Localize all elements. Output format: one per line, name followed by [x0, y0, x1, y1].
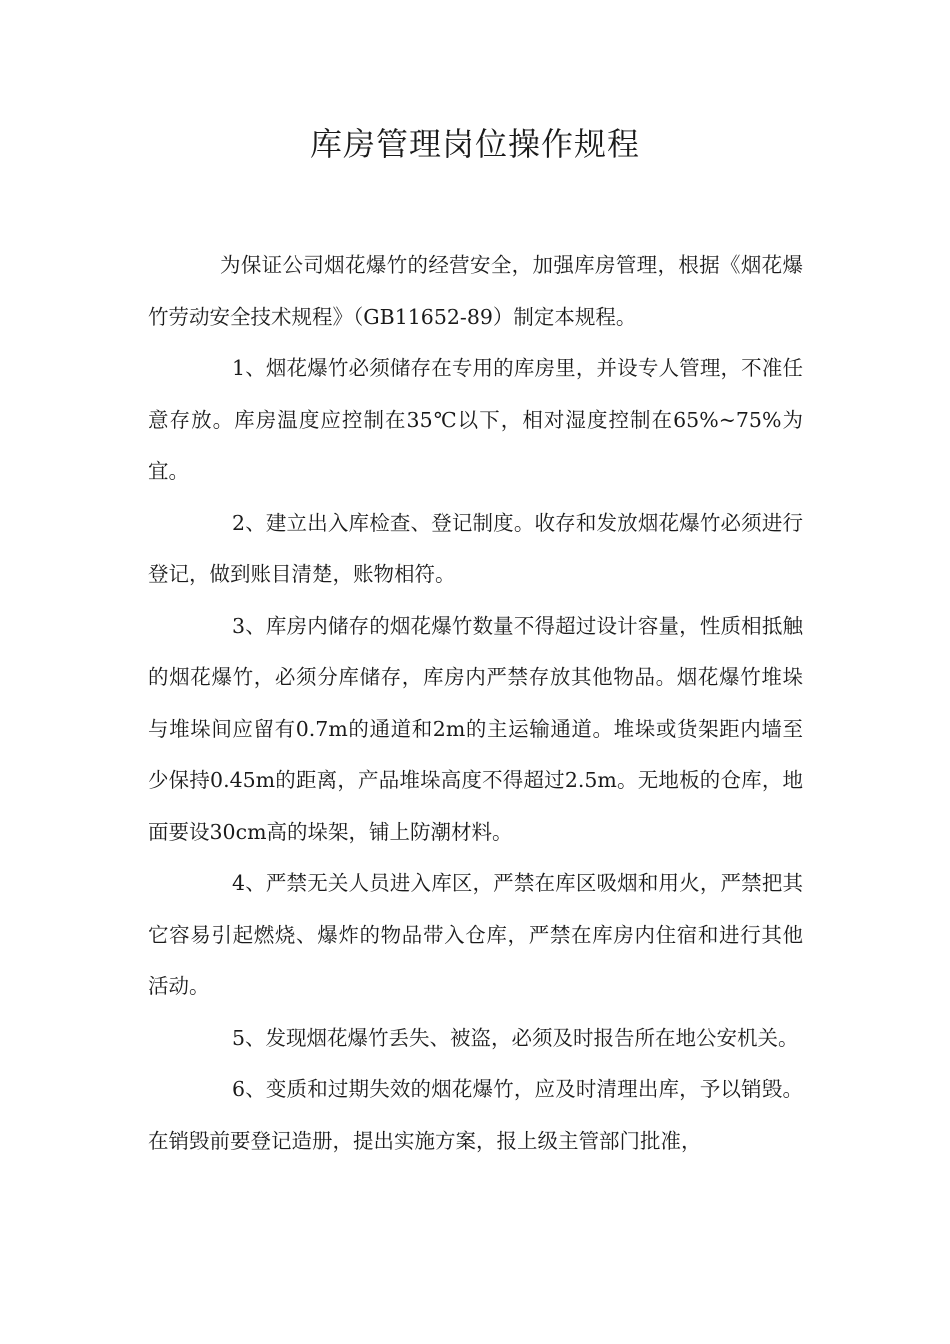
rule-paragraph-4: 4、严禁无关人员进入库区，严禁在库区吸烟和用火，严禁把其它容易引起燃烧、爆炸的物品带入仓库，严禁在库房内住宿和进行其他活动。 — [148, 871, 803, 998]
rule-paragraph-3: 3、库房内储存的烟花爆竹数量不得超过设计容量，性质相抵触的烟花爆竹，必须分库储存，库房内严禁存放其他物品。烟花爆竹堆垛与堆垛间应留有0.7m的通道和2m的主运输通道。堆垛或货架距内墙至少保持0.45m的距离，产品堆垛高度不得超过2.5m。无地板的仓库，地面要设30cm高的垛架，铺上防潮材料。 — [148, 613, 803, 844]
rule-paragraph-6: 6、变质和过期失效的烟花爆竹，应及时清理出库，予以销毁。在销毁前要登记造册，提出实施方案，报上级主管部门批准， — [148, 1077, 803, 1153]
rule-paragraph-2: 2、建立出入库检查、登记制度。收存和发放烟花爆竹必须进行登记，做到账目清楚，账物相符。 — [148, 510, 803, 586]
intro-paragraph: 为保证公司烟花爆竹的经营安全，加强库房管理，根据《烟花爆竹劳动安全技术规程》（GB11652-89）制定本规程。 — [148, 253, 803, 329]
rule-paragraph-5: 5、发现烟花爆竹丢失、被盗，必须及时报告所在地公安机关。 — [232, 1025, 799, 1050]
document-body — [148, 240, 803, 1167]
document-title: 库房管理岗位操作规程 — [309, 125, 640, 163]
rule-paragraph-1: 1、烟花爆竹必须储存在专用的库房里，并设专人管理，不准任意存放。库房温度应控制在35℃以下，相对湿度控制在65%~75%为宜。 — [148, 356, 803, 483]
